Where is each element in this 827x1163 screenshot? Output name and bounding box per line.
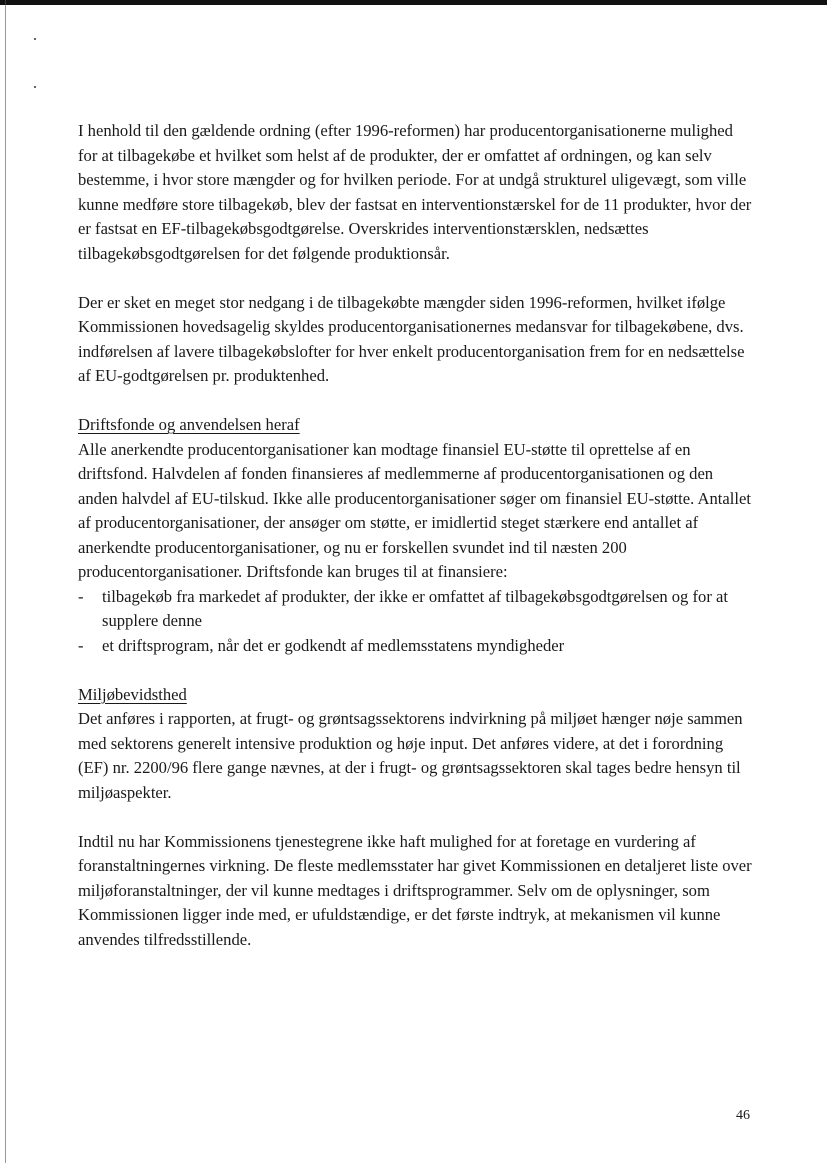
paragraph-miljo: Det anføres i rapporten, at frugt- og grøntsagssektorens indvirkning på miljøet hænger nøje sammen med sektorens generelt intensive produktion og høje input. Det anføres videre, at det i forordning (EF) nr. 2200/96 flere gange nævnes, at der i frugt- og grøntsagssektoren skal tages bedre hensyn til miljøaspekter.: [78, 709, 743, 802]
paragraph-nedgang: Der er sket en meget stor nedgang i de tilbagekøbte mængder siden 1996-reformen, hvilket ifølge Kommissionen hovedsagelig skyldes producentorganisationernes medansvar for tilbagekøbene, dvs. indførelsen af lavere tilbagekøbslofter for hver enkelt producentorganisation frem for en nedsættelse af EU-godtgørelsen pr. produktenhed.: [78, 292, 745, 385]
bullet-dash: -: [78, 635, 84, 655]
scan-speck: [34, 86, 36, 88]
bullet-dash: -: [78, 586, 84, 606]
bullet-item: [78, 585, 756, 634]
paragraph-vurdering: Indtil nu har Kommissionens tjenestegrene ikke haft mulighed for at foretage en vurdering af foranstaltningernes virkning. De fleste medlemsstater har givet Kommissionen en detaljeret liste over miljøforanstaltninger, der vil kunne medtages i driftsprogrammer. Selv om de oplysninger, som Kommissionen ligger inde med, er ufuldstændige, er det første indtryk, at mekanismen vil kunne anvendes tilfredsstillende.: [78, 831, 752, 949]
scan-speck: [34, 38, 36, 40]
page-body: [78, 119, 756, 952]
paragraph-ordning: I henhold til den gældende ordning (efter 1996-reformen) har producentorganisationerne mulighed for at tilbagekøbe et hvilket som helst af de produkter, der er omfattet af ordningen, og kan selv bestemme, i hvor store mængder og for hvilken periode. For at undgå strukturel uligevægt, som ville kunne medføre store tilbagekøb, blev der fastsat en interventionstærskel for de 11 produkter, hvor der er fastsat en EF-tilbagekøbsgodtgørelse. Overskrides interventionstærsklen, nedsættes tilbagekøbsgodtgørelsen for det følgende produktionsår.: [78, 121, 752, 263]
scan-left-border: [5, 0, 6, 1163]
bullet-text: et driftsprogram, når det er godkendt af medlemsstatens myndigheder: [102, 635, 565, 655]
section-heading-driftsfonde: Driftsfonde og anvendelsen heraf: [78, 415, 300, 434]
bullet-text: tilbagekøb fra markedet af produkter, der ikke er omfattet af tilbagekøbsgodtgørelsen og for at supplere denne: [102, 586, 728, 630]
scan-top-border: [0, 0, 827, 5]
bullet-item: [78, 634, 756, 659]
paragraph-driftsfonde: Alle anerkendte producentorganisationer kan modtage finansiel EU-støtte til oprettelse af en driftsfond. Halvdelen af fonden finansieres af medlemmerne af producentorganisationen og den anden halvdel af EU-tilskud. Ikke alle producentorganisationer søger om finansiel EU-støtte. Antallet af producentorganisationer, der ansøger om støtte, er imidlertid steget stærkere end antallet af anerkendte producentorganisationer, og nu er forskellen svundet ind til næsten 200 producentorganisationer. Driftsfonde kan bruges til at finansiere:: [78, 439, 751, 581]
page-number: 46: [736, 1108, 750, 1123]
section-heading-miljo: Miljøbevidsthed: [78, 684, 187, 704]
